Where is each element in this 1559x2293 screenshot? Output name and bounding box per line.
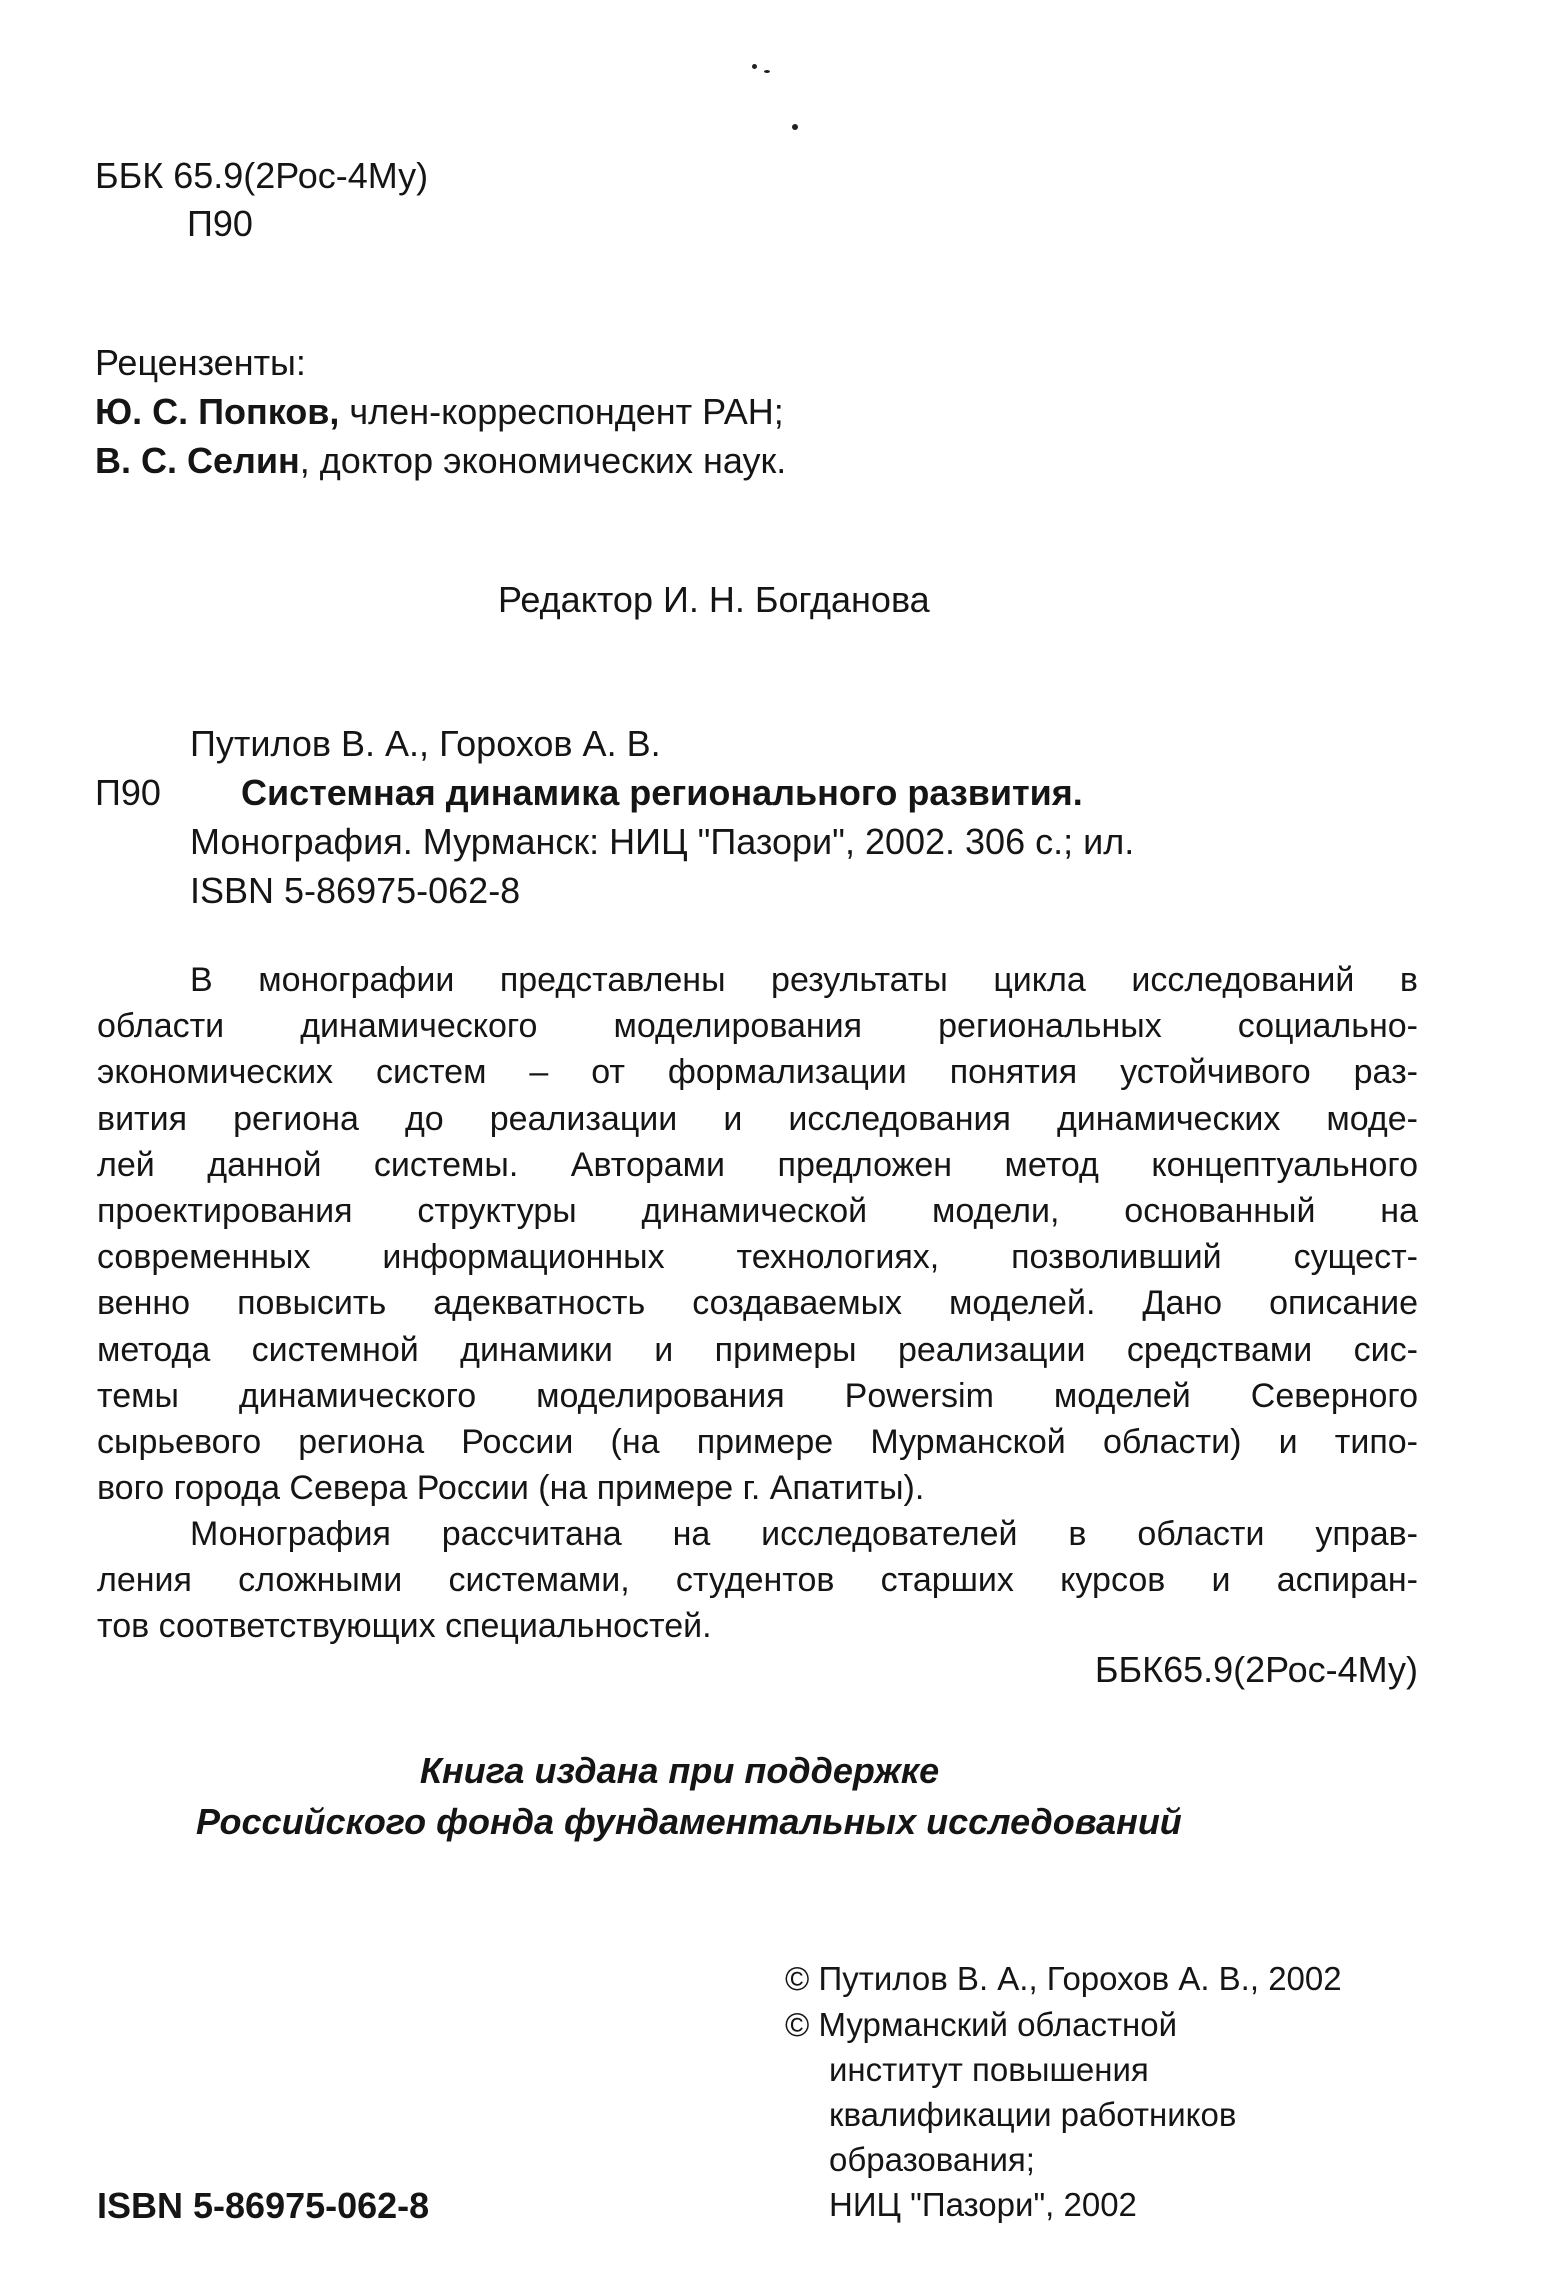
catalog-publication: Монография. Мурманск: НИЦ "Пазори", 2002. 306 с.; ил. — [190, 821, 1135, 862]
reviewer-2 — [95, 439, 786, 483]
author-mark: П90 — [187, 203, 253, 244]
abstract-line: экономических систем – от формализации понятия устойчивого раз- — [97, 1053, 1418, 1092]
catalog-title: Системная динамика регионального развития. — [241, 772, 1083, 813]
support-line-1: Книга издана при поддержке — [419, 1750, 940, 1791]
copyright-institute-4: образования; — [829, 2141, 1035, 2178]
reviewer-desc: , доктор экономических наук. — [299, 440, 787, 481]
abstract-line: лей данной системы. Авторами предложен метод концептуального — [97, 1145, 1418, 1184]
abstract-paragraph-2 — [97, 1511, 1418, 1650]
copyright-institute-1: © Мурманский областной — [785, 2006, 1178, 2043]
scan-speck — [752, 64, 757, 69]
support-line-2: Российского фонда фундаментальных исследований — [196, 1801, 1182, 1842]
abstract-bbk: ББК65.9(2Рос-4Му) — [1094, 1649, 1418, 1690]
reviewer-1 — [95, 390, 784, 434]
abstract-line: вого города Севера России (на примере г. Апатиты). — [97, 1469, 925, 1508]
reviewer-name: В. С. Селин — [95, 440, 300, 481]
copyright-publisher: НИЦ "Пазори", 2002 — [829, 2186, 1137, 2223]
abstract-line: темы динамического моделирования Powersim моделей Северного — [97, 1376, 1418, 1415]
abstract-line: метода системной динамики и примеры реализации средствами сис- — [97, 1330, 1418, 1369]
copyright-authors: © Путилов В. А., Горохов А. В., 2002 — [785, 1960, 1342, 1997]
reviewer-desc: член-корреспондент РАН; — [349, 391, 784, 432]
catalog-mark: П90 — [95, 772, 161, 813]
catalog-isbn: ISBN 5-86975-062-8 — [190, 870, 521, 911]
scan-speck — [792, 124, 798, 130]
scan-speck — [764, 70, 770, 73]
footer-isbn: ISBN 5-86975-062-8 — [97, 2185, 430, 2226]
copyright-institute-3: квалификации работников — [829, 2096, 1237, 2133]
editor-line: Редактор И. Н. Богданова — [498, 579, 930, 620]
abstract-line: сырьевого региона России (на примере Мурманской области) и типо- — [97, 1423, 1418, 1462]
abstract-line: вития региона до реализации и исследования динамических моде- — [97, 1099, 1418, 1138]
reviewer-name: Ю. С. Попков, — [95, 391, 340, 432]
copyright-institute-2: институт повышения — [829, 2051, 1149, 2088]
abstract-line: современных информационных технологиях, позволивший сущест- — [97, 1238, 1418, 1277]
abstract-line: тов соответствующих специальностей. — [97, 1607, 712, 1646]
reviewers-heading: Рецензенты: — [95, 342, 306, 383]
abstract-line: проектирования структуры динамической модели, основанный на — [97, 1192, 1418, 1231]
bbk-code: ББК 65.9(2Рос-4Му) — [95, 155, 429, 196]
catalog-authors: Путилов В. А., Горохов А. В. — [190, 723, 661, 764]
abstract-line: Монография рассчитана на исследователей в области управ- — [190, 1515, 1418, 1553]
abstract-line: ления сложными системами, студентов старших курсов и аспиран- — [97, 1561, 1418, 1600]
abstract-line: венно повысить адекватность создаваемых моделей. Дано описание — [97, 1284, 1418, 1323]
abstract-line: В монографии представлены результаты цикла исследований в — [190, 961, 1418, 999]
abstract-line: области динамического моделирования региональных социально- — [97, 1007, 1418, 1046]
abstract-paragraph-1 — [97, 957, 1418, 1511]
